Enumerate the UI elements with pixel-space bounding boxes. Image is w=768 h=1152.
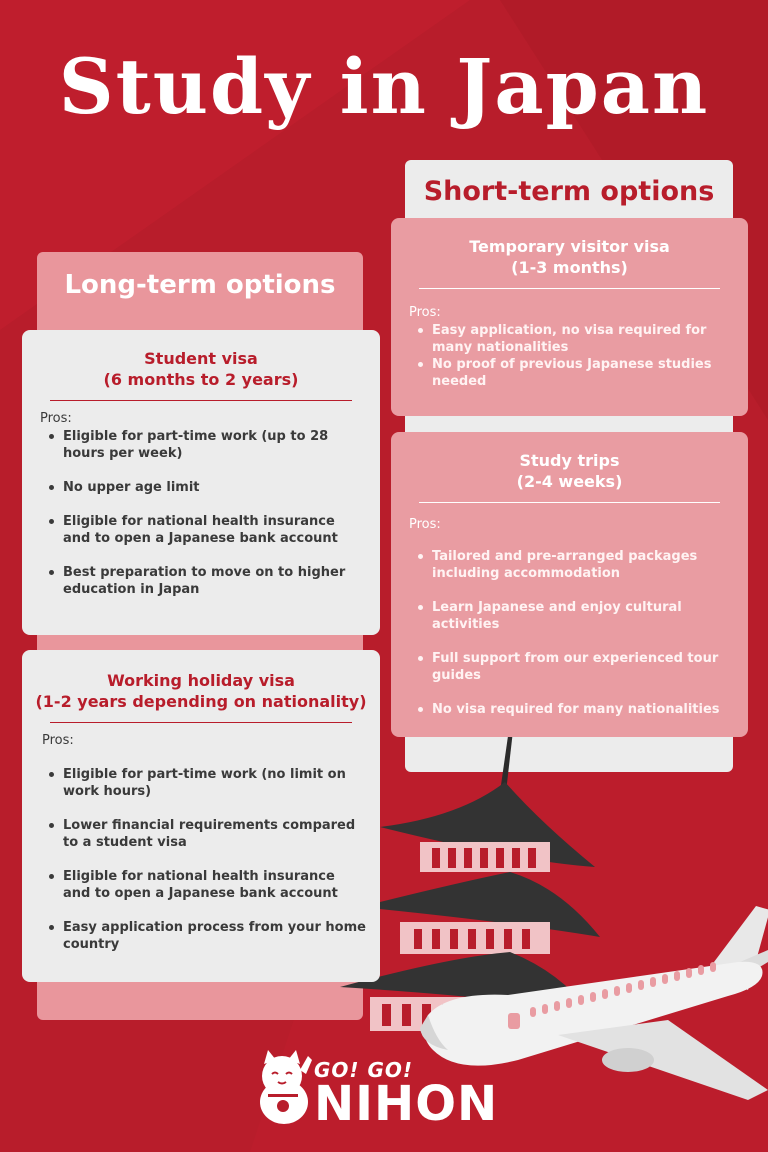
list-item: No visa required for many nationalities [417,701,734,718]
temporary-visitor-card [391,218,748,416]
list-item: Eligible for national health insurance and to open a Japanese bank account [48,868,366,902]
short-term-heading: Short-term options [423,176,715,207]
list-item: Eligible for part-time work (no limit on work hours) [48,766,366,800]
card-title: Student visa (6 months to 2 years) [103,349,299,389]
working-holiday-card [22,650,380,982]
lucky-cat-icon [254,1050,314,1126]
list-item: Eligible for part-time work (up to 28 hours per week) [48,428,366,462]
logo-go-go: GO! GO! [314,1058,414,1082]
list-item: Lower financial requirements compared to a student visa [48,817,366,851]
divider [50,722,352,723]
pros-label: Pros: [409,517,441,532]
page-title: Study in Japan [58,42,710,131]
list-item: No proof of previous Japanese studies needed [417,356,734,390]
list-item: Easy application process from your home country [48,919,366,953]
logo-nihon: NIHON [314,1076,499,1132]
study-trips-card [391,432,748,737]
divider [419,502,720,503]
pros-label: Pros: [42,733,74,748]
card-title: Study trips (2-4 weeks) [516,451,623,491]
pros-list [391,322,748,390]
list-item: Learn Japanese and enjoy cultural activities [417,599,734,633]
pros-list [22,428,380,598]
pros-list [22,766,380,953]
pros-label: Pros: [409,305,441,320]
pros-list [391,548,748,718]
list-item: No upper age limit [48,479,366,496]
list-item: Eligible for national health insurance and to open a Japanese bank account [48,513,366,547]
card-title: Temporary visitor visa (1-3 months) [469,237,670,277]
list-item: Full support from our experienced tour guides [417,650,734,684]
long-term-heading: Long-term options [64,270,336,300]
list-item: Best preparation to move on to higher education in Japan [48,564,366,598]
pros-label: Pros: [40,411,72,426]
divider [50,400,352,401]
student-visa-card [22,330,380,635]
list-item: Tailored and pre-arranged packages including accommodation [417,548,734,582]
card-title: Working holiday visa (1-2 years depending on nationality) [35,671,367,711]
list-item: Easy application, no visa required for many nationalities [417,322,734,356]
divider [419,288,720,289]
